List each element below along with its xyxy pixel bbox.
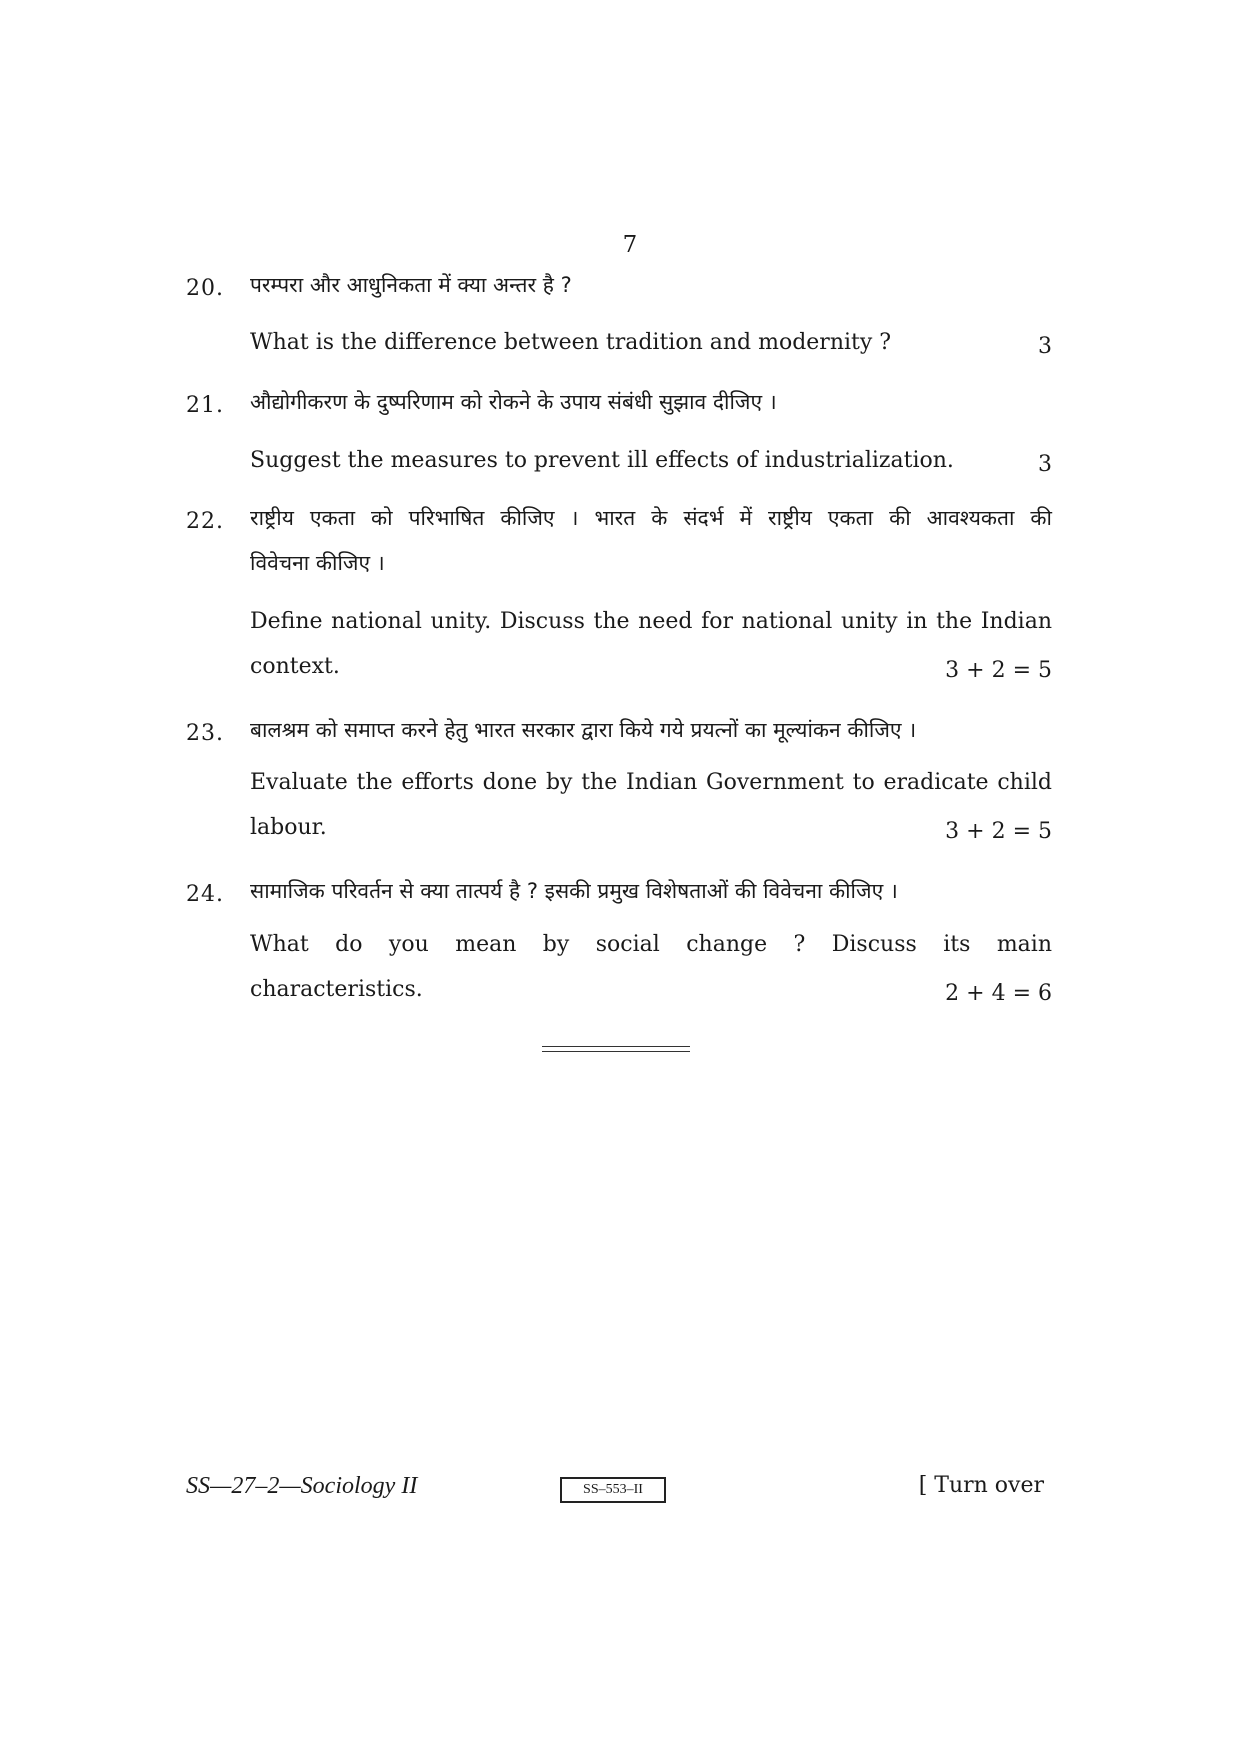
marks-label: 3 + 2 = 5: [945, 819, 1052, 844]
marks-label: 3 + 2 = 5: [945, 658, 1052, 683]
end-divider-bottom: [542, 1051, 690, 1052]
question-english-line: characteristics.: [250, 977, 423, 1002]
question-hindi-line: राष्ट्रीय एकता को परिभाषित कीजिए । भारत के संदर्भ में राष्ट्रीय एकता की आवश्यकता की: [250, 506, 1052, 530]
marks-label: 3: [1038, 452, 1052, 477]
question-english-line: Evaluate the efforts done by the Indian Government to eradicate child: [250, 770, 1052, 795]
footer-code-box: SS–553–II: [560, 1477, 666, 1503]
question-english-line: context.: [250, 654, 340, 679]
question-number: 20.: [186, 276, 224, 301]
question-hindi-text: सामाजिक परिवर्तन से क्या तात्पर्य है ? इसकी प्रमुख विशेषताओं की विवेचना कीजिए ।: [250, 879, 898, 903]
question-english-text: Suggest the measures to prevent ill effects of industrialization.: [250, 448, 954, 473]
question-hindi-text: बालश्रम को समाप्त करने हेतु भारत सरकार द्वारा किये गये प्रयत्नों का मूल्यांकन कीजिए ।: [250, 718, 917, 742]
question-hindi-line: विवेचना कीजिए ।: [250, 551, 385, 575]
question-english-line: What do you mean by social change ? Discuss its main: [250, 932, 1052, 957]
question-hindi-text: परम्परा और आधुनिकता में क्या अन्तर है ?: [250, 273, 572, 297]
question-number: 21.: [186, 393, 224, 418]
question-english-line: Define national unity. Discuss the need for national unity in the Indian: [250, 609, 1052, 634]
page-number: 7: [622, 232, 638, 258]
question-number: 22.: [186, 509, 224, 534]
end-divider-top: [542, 1046, 690, 1047]
marks-label: 3: [1038, 334, 1052, 359]
question-hindi-text: औद्योगीकरण के दुष्परिणाम को रोकने के उपाय संबंधी सुझाव दीजिए ।: [250, 390, 777, 414]
footer-turn-over: [ Turn over: [918, 1473, 1044, 1498]
question-english-line: labour.: [250, 815, 327, 840]
question-english-text: What is the difference between tradition and modernity ?: [250, 330, 892, 355]
question-number: 24.: [186, 882, 224, 907]
question-number: 23.: [186, 721, 224, 746]
marks-label: 2 + 4 = 6: [945, 981, 1052, 1006]
footer-paper-code: SS—27–2—Sociology II: [186, 1473, 418, 1499]
